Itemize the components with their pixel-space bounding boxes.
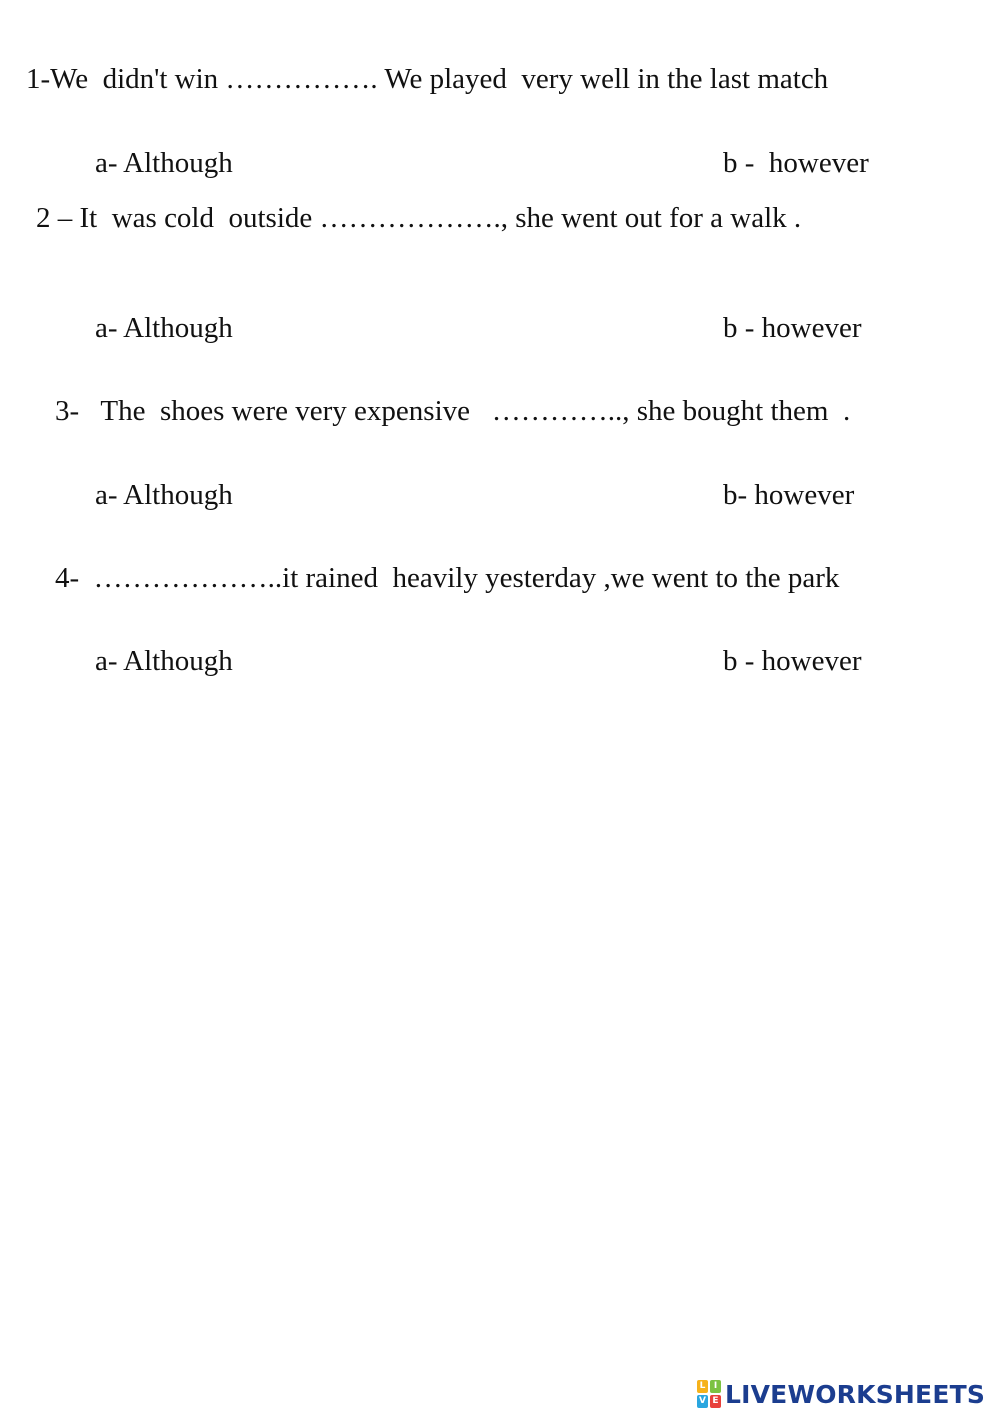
question-3-option-b[interactable]: b- however — [723, 479, 855, 511]
question-2-option-a[interactable]: a- Although — [95, 312, 233, 344]
question-1-sentence: 1-We didn't win ……………. We played very well in the last match — [26, 63, 829, 95]
question-2-sentence: 2 – It was cold outside ………………., she went out for a walk . — [36, 202, 802, 234]
question-1-option-b[interactable]: b - however — [723, 147, 869, 179]
logo-mark-letter: L — [697, 1380, 708, 1393]
question-4-option-b[interactable]: b - however — [723, 645, 862, 677]
question-1-option-a[interactable]: a- Although — [95, 147, 233, 179]
question-4-option-a[interactable]: a- Although — [95, 645, 233, 677]
question-4-sentence: 4- ………………..it rained heavily yesterday ,we went to the park — [55, 562, 840, 594]
liveworksheets-logo-icon — [697, 1379, 723, 1409]
question-3-sentence: 3- The shoes were very expensive ………….., she bought them . — [55, 395, 851, 427]
liveworksheets-logo — [697, 1376, 985, 1412]
question-2-option-b[interactable]: b - however — [723, 312, 862, 344]
logo-mark-letter: E — [710, 1395, 721, 1408]
logo-mark-letter: I — [710, 1380, 721, 1393]
question-3-option-a[interactable]: a- Although — [95, 479, 233, 511]
logo-text: LIVEWORKSHEETS — [725, 1379, 986, 1409]
logo-mark-letter: V — [697, 1395, 708, 1408]
